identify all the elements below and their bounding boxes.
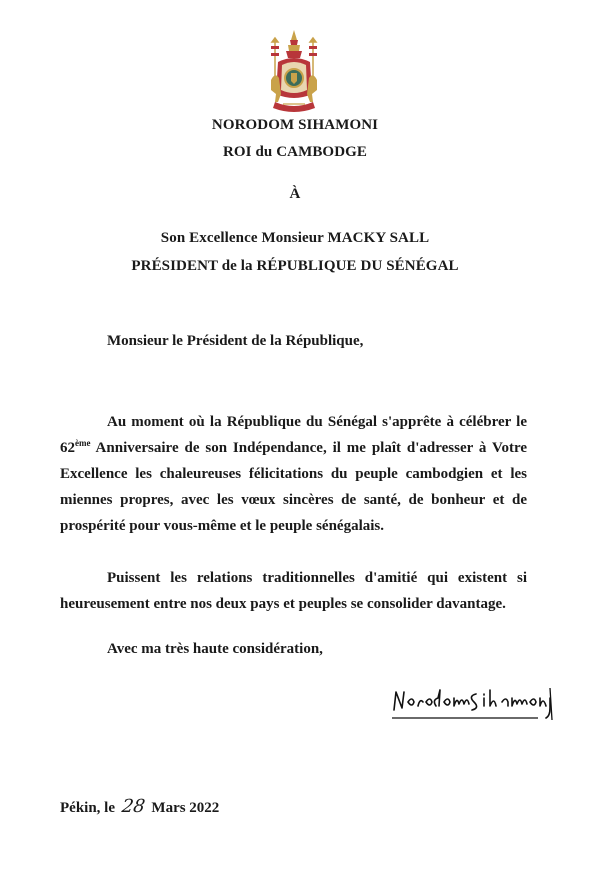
royal-coat-of-arms-icon bbox=[263, 28, 325, 114]
sender-title: ROI du CAMBODGE bbox=[222, 144, 368, 160]
recipient-name: Son Excellence Monsieur MACKY SALL bbox=[160, 230, 430, 246]
to-marker: À bbox=[289, 186, 301, 202]
body-line: Puissent les relations traditionnelles d'amitié qui existent si bbox=[107, 570, 527, 586]
handwritten-day: 28 bbox=[120, 796, 147, 817]
handwritten-signature bbox=[388, 684, 556, 724]
salutation: Monsieur le Président de la République, bbox=[107, 333, 364, 349]
recipient-title: PRÉSIDENT de la RÉPUBLIQUE DU SÉNÉGAL bbox=[131, 258, 459, 274]
body-paragraph-2 bbox=[60, 565, 527, 617]
place: Pékin, le bbox=[60, 800, 115, 816]
body-line: Au moment où la République du Sénégal s'apprête à célébrer le bbox=[107, 414, 527, 430]
anniversary-number: 62 bbox=[60, 440, 75, 456]
body-line: 62ème Anniversaire de son Indépendance, il me plaît d'adresser à Votre bbox=[60, 438, 527, 456]
ordinal-suffix: ème bbox=[75, 438, 91, 448]
place-date bbox=[60, 796, 219, 817]
month-year: Mars 2022 bbox=[151, 800, 220, 816]
body-line: Excellence les chaleureuses félicitations du peuple cambodgien et les bbox=[60, 466, 527, 482]
body-line: prospérité pour vous-même et le peuple sénégalais. bbox=[60, 518, 385, 534]
sender-name: NORODOM SIHAMONI bbox=[211, 117, 379, 133]
body-paragraph-1 bbox=[60, 409, 527, 539]
body-line: heureusement entre nos deux pays et peuples se consolider davantage. bbox=[60, 596, 506, 612]
body-line: miennes propres, avec les vœux sincères de santé, de bonheur et de bbox=[60, 492, 527, 508]
closing-formula: Avec ma très haute considération, bbox=[107, 641, 323, 657]
